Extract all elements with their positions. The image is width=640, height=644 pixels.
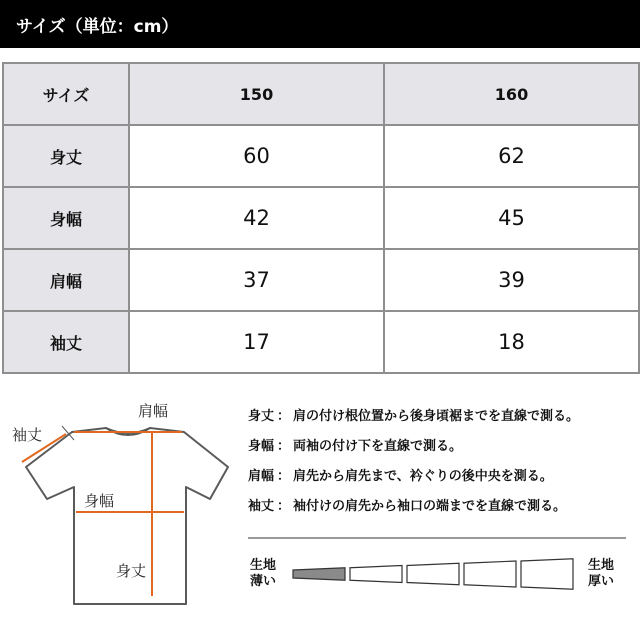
fabric-thickness-scale: [290, 556, 582, 592]
thickness-level-5: [521, 559, 573, 590]
size-table: [2, 62, 640, 374]
table-row-width: [3, 187, 639, 249]
tshirt-diagram: [0, 392, 240, 640]
note-item-sleeve: [248, 492, 638, 522]
row-label: 身丈: [3, 125, 129, 187]
page-header: [0, 0, 640, 48]
note-item-length: [248, 402, 638, 432]
table-cell: 17: [129, 311, 384, 373]
table-row-shoulder: [3, 249, 639, 311]
table-cell: 45: [384, 187, 639, 249]
note-key: 袖丈: [248, 499, 275, 514]
note-separator: ：: [277, 499, 291, 514]
thickness-level-1: [293, 568, 345, 581]
thickness-level-2: [350, 566, 402, 583]
row-label: 肩幅: [3, 249, 129, 311]
body-length-label: 身丈: [116, 562, 147, 580]
sleeve-length-label: 袖丈: [12, 426, 43, 444]
table-cell: 18: [384, 311, 639, 373]
thick-fabric-label-line2: 厚い: [588, 574, 615, 589]
note-item-shoulder: [248, 462, 638, 492]
note-separator: ：: [277, 439, 291, 454]
table-cell: 42: [129, 187, 384, 249]
note-text: 両袖の付け下を直線で測る。: [293, 439, 463, 454]
table-cell: 37: [129, 249, 384, 311]
table-cell: 60: [129, 125, 384, 187]
thick-fabric-label-line1: 生地: [588, 558, 615, 573]
divider: [248, 537, 626, 539]
table-row-sleeve: [3, 311, 639, 373]
thickness-level-3: [407, 563, 459, 585]
note-key: 身丈: [248, 409, 275, 424]
row-label: 身幅: [3, 187, 129, 249]
table-cell: 39: [384, 249, 639, 311]
note-item-width: [248, 432, 638, 462]
body-width-label: 身幅: [84, 492, 115, 510]
row-label: 袖丈: [3, 311, 129, 373]
thin-fabric-label-line1: 生地: [250, 558, 277, 573]
note-text: 肩の付け根位置から後身頃裾までを直線で測る。: [293, 409, 580, 424]
measurement-notes: [248, 402, 638, 522]
table-cell: 62: [384, 125, 639, 187]
thickness-level-4: [464, 561, 516, 587]
thin-fabric-label: [250, 558, 276, 590]
thin-fabric-label-line2: 薄い: [250, 574, 277, 589]
table-row-length: [3, 125, 639, 187]
column-header-150: 150: [129, 63, 384, 125]
table-header-row: [3, 63, 639, 125]
shoulder-width-label: 肩幅: [138, 402, 169, 420]
note-separator: ：: [277, 409, 291, 424]
note-key: 肩幅: [248, 469, 275, 484]
table-corner-cell: サイズ: [3, 63, 129, 125]
note-text: 肩先から肩先まで、衿ぐりの後中央を測る。: [293, 469, 553, 484]
note-text: 袖付けの肩先から袖口の端までを直線で測る。: [293, 499, 567, 514]
note-key: 身幅: [248, 439, 275, 454]
column-header-160: 160: [384, 63, 639, 125]
note-separator: ：: [277, 469, 291, 484]
page-title: サイズ（単位：cm）: [16, 16, 179, 37]
thick-fabric-label: [588, 558, 614, 590]
